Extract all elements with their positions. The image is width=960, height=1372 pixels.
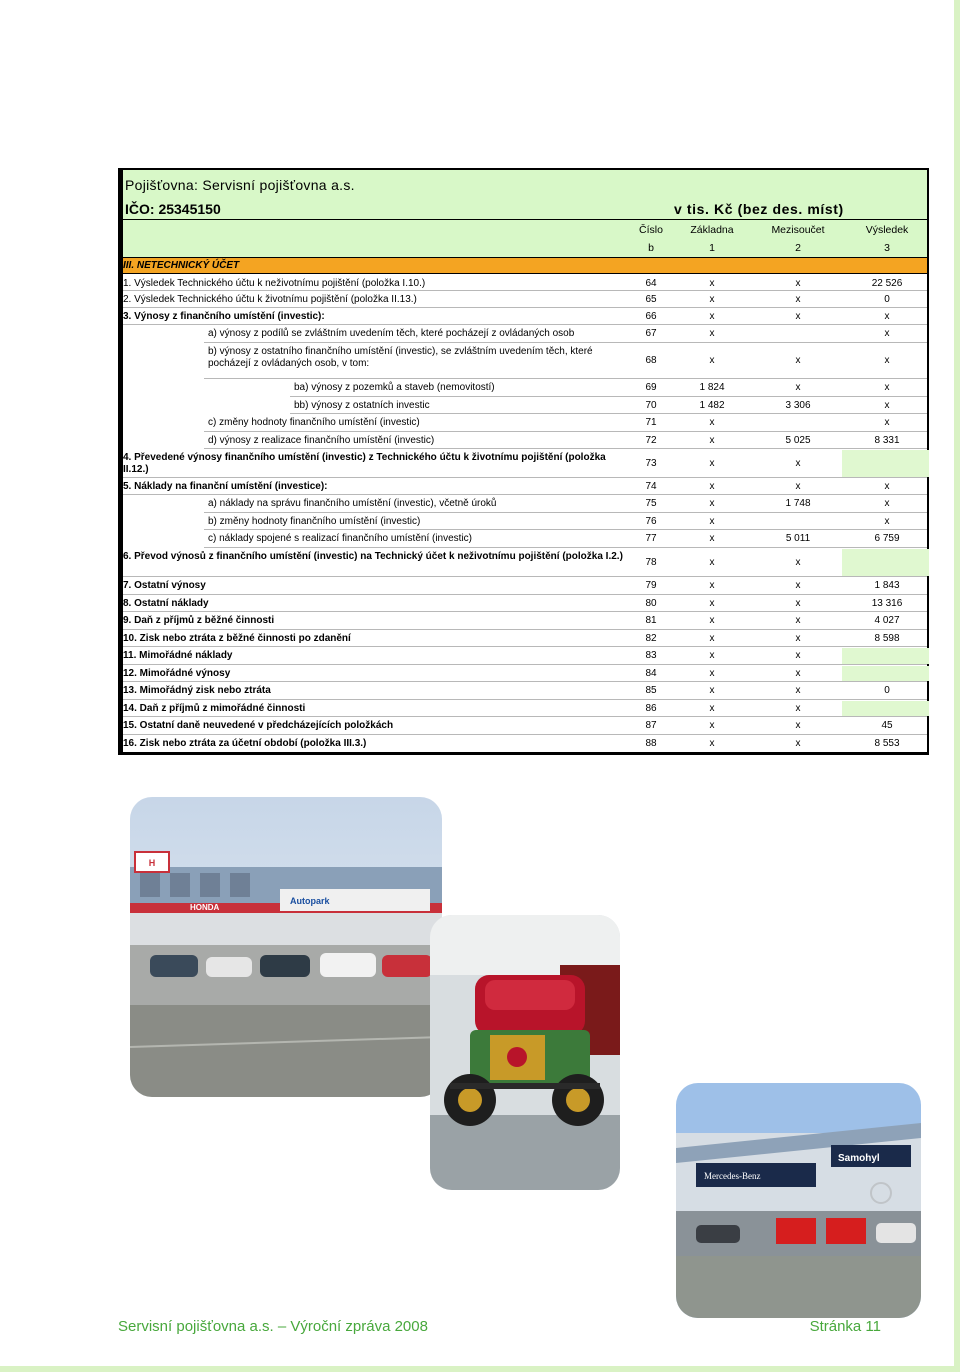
company-id: IČO: 25345150 <box>125 201 221 217</box>
row-result: 0 <box>884 685 890 696</box>
row-subtotal: 1 748 <box>785 498 811 509</box>
row-subtotal: x <box>795 650 801 661</box>
table-row <box>120 325 927 343</box>
empty-result-cell <box>842 648 929 664</box>
row-number: 77 <box>645 533 657 544</box>
row-number: 84 <box>645 668 657 679</box>
row-label: 14. Daň z příjmů z mimořádné činnosti <box>123 703 306 714</box>
row-subtotal: x <box>795 685 801 696</box>
row-subtotal: x <box>795 668 801 679</box>
row-label: d) výnosy z realizace finančního umístění (investic) <box>208 435 435 446</box>
row-number: 67 <box>645 328 657 339</box>
row-number: 81 <box>645 615 657 626</box>
row-result: x <box>884 516 890 527</box>
row-base: x <box>709 633 715 644</box>
row-number: 83 <box>645 650 657 661</box>
svg-text:H: H <box>148 858 156 868</box>
row-result: 8 331 <box>874 435 900 446</box>
row-result: 22 526 <box>871 278 903 289</box>
row-result: 13 316 <box>871 598 903 609</box>
table-row <box>120 432 927 449</box>
page-edge-stripe <box>954 0 960 1372</box>
row-subtotal: x <box>795 294 801 305</box>
row-base: x <box>709 355 715 366</box>
row-label: 9. Daň z příjmů z běžné činnosti <box>123 615 275 626</box>
row-result: 4 027 <box>874 615 900 626</box>
footer-report-title: Servisní pojišťovna a.s. – Výroční zpráva 2008 <box>118 1318 428 1335</box>
samohyl-sign: Samohyl <box>838 1153 880 1164</box>
row-number: 76 <box>645 516 657 527</box>
row-subtotal: 5 011 <box>785 533 811 544</box>
row-base: x <box>709 498 715 509</box>
row-base: x <box>709 516 715 527</box>
row-base: x <box>709 417 715 428</box>
row-number: 75 <box>645 498 657 509</box>
row-result: 45 <box>881 720 893 731</box>
col-head-number: Číslo <box>639 224 663 236</box>
row-number: 79 <box>645 580 657 591</box>
empty-result-cell <box>842 666 929 681</box>
row-number: 82 <box>645 633 657 644</box>
row-subtotal: x <box>795 557 801 568</box>
row-result: 0 <box>884 294 890 305</box>
row-number: 78 <box>645 557 657 568</box>
row-label: b) změny hodnoty finančního umístění (investic) <box>208 516 421 527</box>
row-number: 71 <box>645 417 657 428</box>
row-number: 88 <box>645 738 657 749</box>
row-number: 68 <box>645 355 657 366</box>
row-subtotal: x <box>795 458 801 469</box>
row-label: 11. Mimořádné náklady <box>123 650 233 661</box>
row-subtotal: x <box>795 580 801 591</box>
row-label: 6. Převod výnosů z finančního umístění (investic) na Technický účet k neživotnímu pojištění (položka I.2.) <box>123 551 623 562</box>
row-number: 70 <box>645 400 657 411</box>
table-row <box>120 343 927 379</box>
row-base: x <box>709 435 715 446</box>
row-subtotal: x <box>795 720 801 731</box>
row-number: 69 <box>645 382 657 393</box>
row-subtotal: 5 025 <box>785 435 811 446</box>
row-subtotal: x <box>795 598 801 609</box>
row-result: x <box>884 382 890 393</box>
row-result: x <box>884 355 890 366</box>
row-label: 15. Ostatní daně neuvedené v předcházejících položkách <box>123 720 394 731</box>
row-label: 5. Náklady na finanční umístění (investice): <box>123 481 328 492</box>
row-result: x <box>884 311 890 322</box>
row-result: x <box>884 417 890 428</box>
table-row <box>120 682 927 700</box>
row-result: x <box>884 498 890 509</box>
col-code-base: 1 <box>709 242 715 254</box>
row-subtotal: x <box>795 615 801 626</box>
table-row <box>120 612 927 630</box>
row-subtotal: x <box>795 738 801 749</box>
table-row <box>120 735 927 753</box>
row-subtotal: x <box>795 278 801 289</box>
table-row <box>120 379 927 397</box>
table-row <box>120 630 927 647</box>
row-number: 64 <box>645 278 657 289</box>
table-row <box>120 275 927 291</box>
row-label: 2. Výsledek Technického účtu k životnímu pojištění (položka II.13.) <box>123 294 417 305</box>
row-result: x <box>884 481 890 492</box>
col-code-subtotal: 2 <box>795 242 801 254</box>
row-base: 1 824 <box>699 382 725 393</box>
row-result: 6 759 <box>874 533 900 544</box>
table-row <box>120 700 927 717</box>
table-row <box>120 291 927 308</box>
row-base: x <box>709 685 715 696</box>
empty-result-cell <box>842 450 929 477</box>
photo-dealership-honda <box>130 797 442 1097</box>
row-subtotal: x <box>795 481 801 492</box>
row-label: b) výnosy z ostatního finančního umístění (investic), se zvláštním uvedením těch, které pocházejí z ovládaných osob, v tom: <box>208 346 593 369</box>
row-number: 86 <box>645 703 657 714</box>
col-code-result: 3 <box>884 242 890 254</box>
row-number: 74 <box>645 481 657 492</box>
row-subtotal: x <box>795 311 801 322</box>
row-label: c) změny hodnoty finančního umístění (investic) <box>208 417 420 428</box>
row-subtotal: 3 306 <box>785 400 811 411</box>
table-row <box>120 665 927 682</box>
row-label: c) náklady spojené s realizací finančního umístění (investic) <box>208 533 473 544</box>
row-number: 87 <box>645 720 657 731</box>
table-row <box>120 495 927 513</box>
row-subtotal: x <box>795 633 801 644</box>
empty-result-cell <box>842 701 929 716</box>
row-label: a) náklady na správu finančního umístění (investic), včetně úroků <box>208 498 497 509</box>
row-divider <box>120 752 927 753</box>
row-label: 7. Ostatní výnosy <box>123 580 206 591</box>
col-head-result: Výsledek <box>865 224 909 236</box>
row-number: 85 <box>645 685 657 696</box>
row-base: x <box>709 720 715 731</box>
units-note: v tis. Kč (bez des. míst) <box>674 201 844 217</box>
section-band <box>120 258 927 274</box>
table-row <box>120 595 927 612</box>
insurer-name: Pojišťovna: Servisní pojišťovna a.s. <box>125 177 355 193</box>
row-result: 8 553 <box>874 738 900 749</box>
table-row <box>120 717 927 735</box>
row-result: 1 843 <box>874 580 900 591</box>
table-header-columns <box>120 220 927 258</box>
row-base: x <box>709 650 715 661</box>
footer-page-number: Stránka 11 <box>809 1318 881 1335</box>
row-base: x <box>709 278 715 289</box>
row-base: x <box>709 481 715 492</box>
table-row <box>120 530 927 548</box>
photo-mercedes-dealership <box>676 1083 921 1318</box>
page-bottom-stripe <box>0 1366 960 1372</box>
row-base: x <box>709 580 715 591</box>
row-number: 73 <box>645 458 657 469</box>
table-row <box>120 647 927 665</box>
table-row <box>120 513 927 530</box>
col-code-number: b <box>648 242 654 254</box>
row-label: 8. Ostatní náklady <box>123 598 209 609</box>
row-base: x <box>709 738 715 749</box>
row-label: a) výnosy z podílů se zvláštním uvedením těch, které pocházejí z ovládaných osob <box>208 328 575 339</box>
row-label: 4. Převedené výnosy finančního umístění (investic) z Technického účtu k životnímu pojištění (položka II.12.) <box>123 452 606 475</box>
row-base: x <box>709 294 715 305</box>
row-label: 16. Zisk nebo ztráta za účetní období (položka III.3.) <box>123 738 367 749</box>
col-head-base: Základna <box>690 224 734 236</box>
row-subtotal: x <box>795 382 801 393</box>
row-base: x <box>709 533 715 544</box>
table-row <box>120 577 927 595</box>
row-subtotal: x <box>795 703 801 714</box>
mercedes-sign: Mercedes-Benz <box>704 1171 761 1181</box>
row-label: 10. Zisk nebo ztráta z běžné činnosti po zdanění <box>123 633 351 644</box>
row-base: 1 482 <box>699 400 725 411</box>
col-head-subtotal: Mezisoučet <box>771 224 825 236</box>
row-label: ba) výnosy z pozemků a staveb (nemovitostí) <box>294 382 495 393</box>
row-label: 12. Mimořádné výnosy <box>123 668 231 679</box>
row-result: x <box>884 328 890 339</box>
empty-result-cell <box>842 549 929 576</box>
table-row <box>120 308 927 325</box>
row-base: x <box>709 668 715 679</box>
photo-vintage-car <box>430 915 620 1190</box>
row-number: 72 <box>645 435 657 446</box>
row-result: x <box>884 400 890 411</box>
table-header-company <box>120 170 927 220</box>
row-label: 13. Mimořádný zisk nebo ztráta <box>123 685 271 696</box>
section-title: III. NETECHNICKÝ ÚČET <box>123 260 240 271</box>
row-result: 8 598 <box>874 633 900 644</box>
row-base: x <box>709 615 715 626</box>
nontechnical-account-table <box>118 168 929 755</box>
table-row <box>120 414 927 432</box>
row-label: 3. Výnosy z finančního umístění (investic): <box>123 311 325 322</box>
table-row <box>120 478 927 495</box>
row-number: 66 <box>645 311 657 322</box>
row-label: 1. Výsledek Technického účtu k neživotnímu pojištění (položka I.10.) <box>123 278 426 289</box>
row-number: 80 <box>645 598 657 609</box>
row-base: x <box>709 598 715 609</box>
row-base: x <box>709 328 715 339</box>
row-label: bb) výnosy z ostatních investic <box>294 400 430 411</box>
table-row <box>120 548 927 577</box>
autopark-sign: Autopark <box>290 896 330 906</box>
table-row <box>120 397 927 414</box>
row-base: x <box>709 703 715 714</box>
row-number: 65 <box>645 294 657 305</box>
row-base: x <box>709 458 715 469</box>
honda-sign: HONDA <box>190 903 220 912</box>
row-base: x <box>709 311 715 322</box>
row-subtotal: x <box>795 355 801 366</box>
row-base: x <box>709 557 715 568</box>
table-row <box>120 449 927 478</box>
